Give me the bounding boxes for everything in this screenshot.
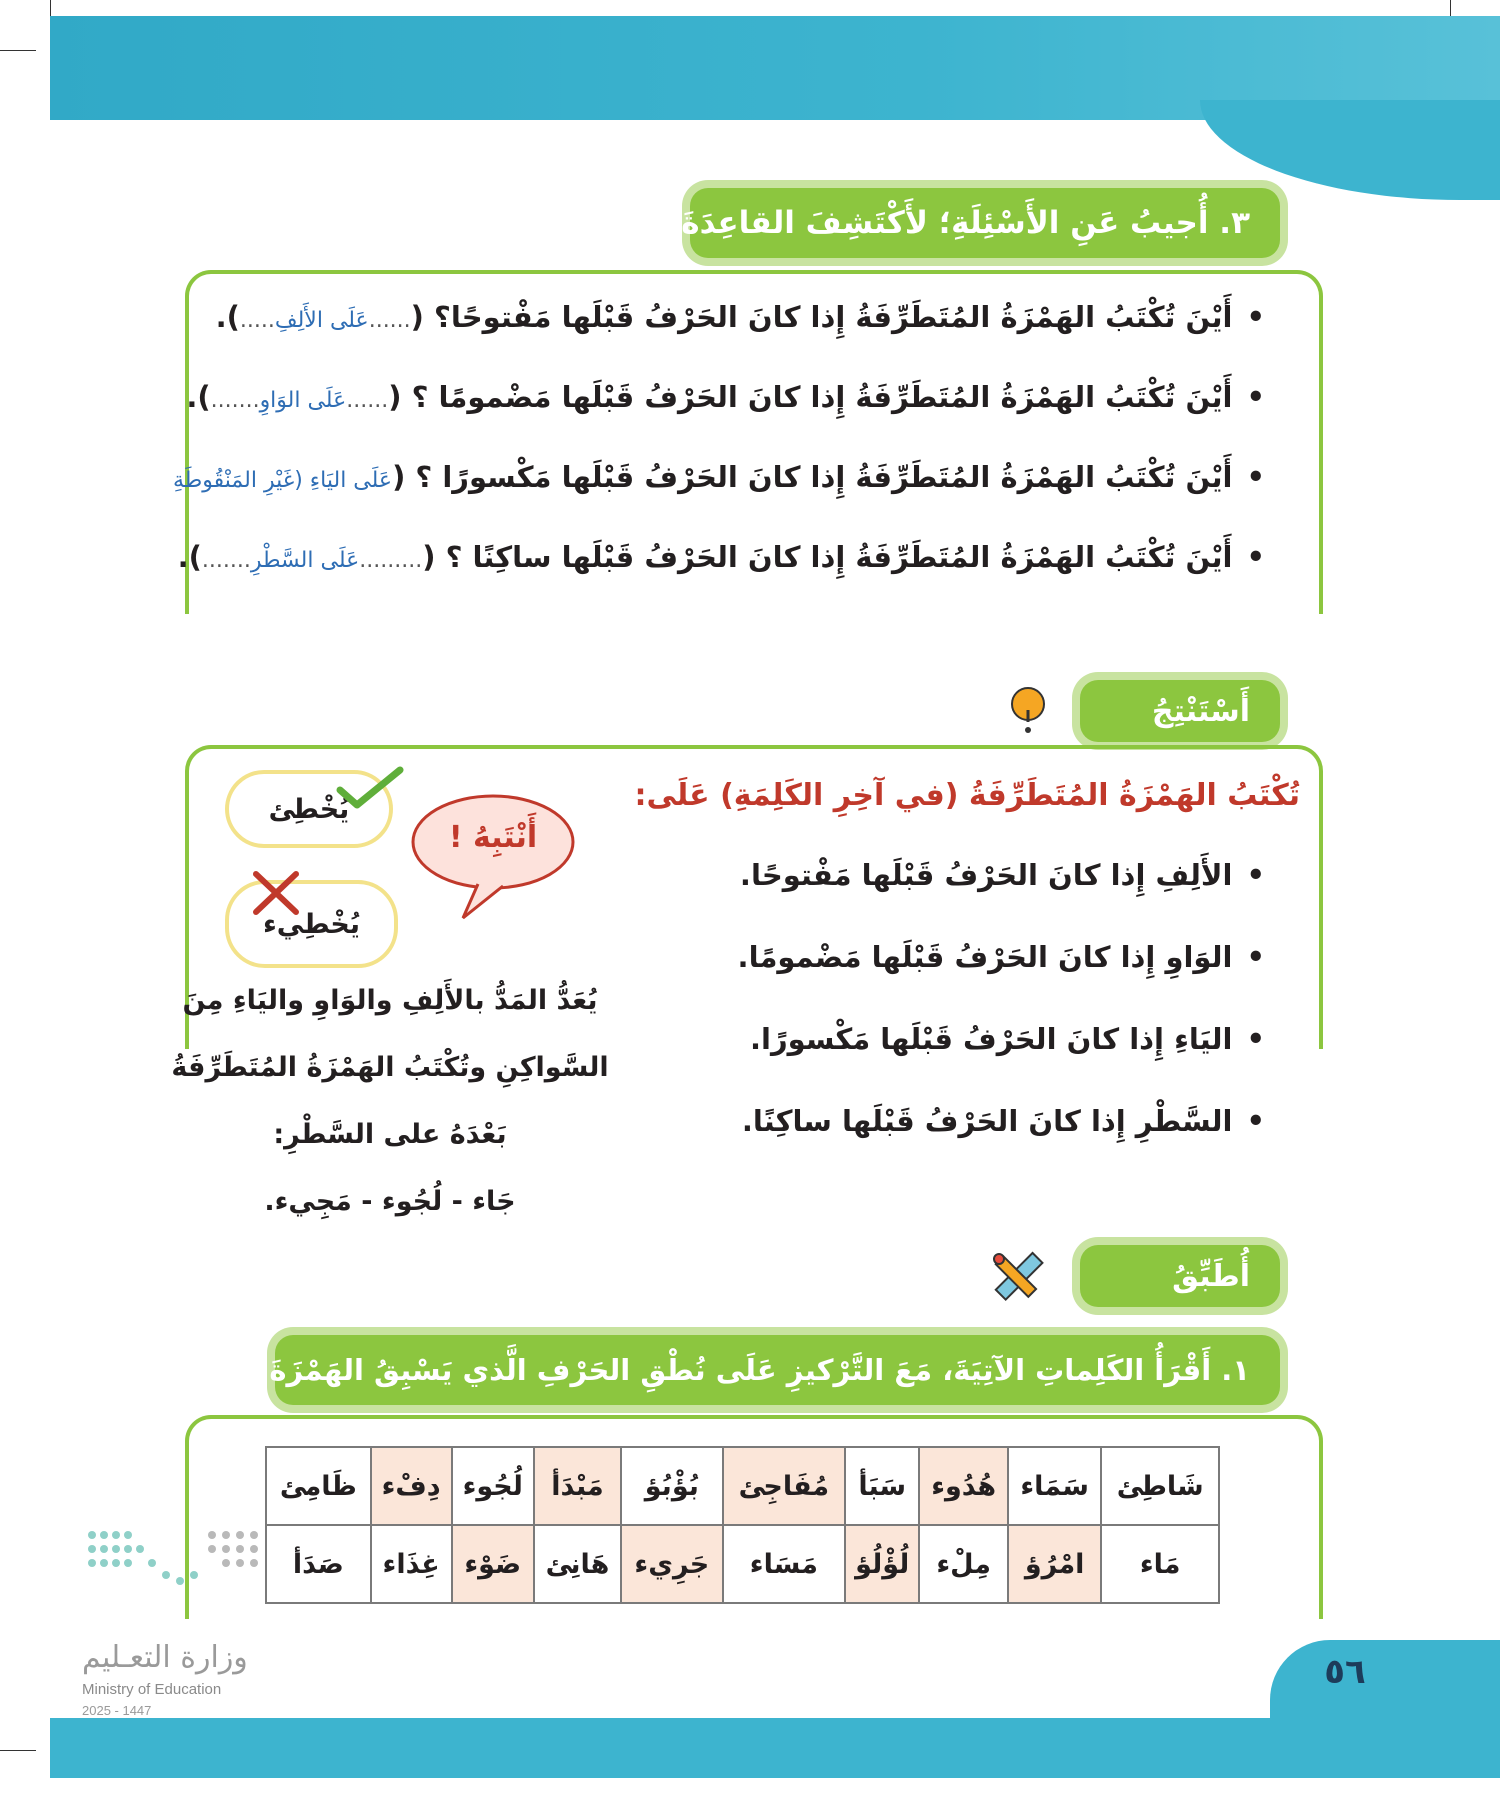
ministry-year: 2025 - 1447 — [82, 1703, 152, 1718]
table-row — [266, 1447, 1219, 1525]
question-1: •أَيْنَ تُكْتَبُ الهَمْزَةُ المُتَطَرِّفَةُ إِذا كانَ الحَرْفُ قَبْلَها مَفْتوحًا؟ (......عَلَى الأَلِفِ.....). — [215, 300, 1265, 334]
exercise-header — [257, 1335, 1280, 1405]
rule-title: تُكْتَبُ الهَمْزَةُ المُتَطَرِّفَةُ (في آخِرِ الكَلِمَةِ) عَلَى: — [634, 778, 1300, 813]
table-cell: دِفْء — [371, 1447, 452, 1525]
page-number: ٥٦ — [1324, 1652, 1366, 1692]
ministry-name-ar: وزارة التعـليم — [82, 1640, 248, 1675]
note-line-4: جَاء - لُجُوء - مَجِيء. — [264, 1186, 516, 1217]
crop-mark — [0, 50, 36, 51]
ministry-logo-dots — [82, 1525, 272, 1625]
section3-header — [668, 188, 1280, 258]
cross-icon — [248, 868, 303, 918]
table-cell: جَرِيء — [621, 1525, 723, 1603]
question-3: •أَيْنَ تُكْتَبُ الهَمْزَةُ المُتَطَرِّفَةُ إِذا كانَ الحَرْفُ قَبْلَها مَكْسورًا ؟ (عَلَى اليَاءِ (غَيْرِ المَنْقُوطَةِ — [172, 460, 1265, 494]
rule-2: •الوَاوِ إِذا كانَ الحَرْفُ قَبْلَها مَضْمومًا. — [737, 940, 1265, 974]
question-4: •أَيْنَ تُكْتَبُ الهَمْزَةُ المُتَطَرِّفَةُ إِذا كانَ الحَرْفُ قَبْلَها ساكِنًا ؟ (.........عَلَى السَّطْرِ.......). — [177, 540, 1265, 574]
note-line-1: يُعَدُّ المَدُّ بالأَلِفِ والوَاوِ واليَاءِ مِنَ — [182, 985, 598, 1016]
table-cell: سَمَاء — [1008, 1447, 1101, 1525]
question-2: •أَيْنَ تُكْتَبُ الهَمْزَةُ المُتَطَرِّفَةُ إِذا كانَ الحَرْفُ قَبْلَها مَضْمومًا ؟ (......عَلَى الوَاوِ.......). — [186, 380, 1265, 414]
table-cell: غِذَاء — [371, 1525, 452, 1603]
rule-1: •الأَلِفِ إِذا كانَ الحَرْفُ قَبْلَها مَفْتوحًا. — [739, 858, 1265, 892]
words-table — [265, 1446, 1220, 1604]
table-cell: لُجُوء — [452, 1447, 534, 1525]
table-cell: هَانِئ — [534, 1525, 621, 1603]
table-cell: لُؤْلُؤ — [845, 1525, 919, 1603]
attention-bubble — [408, 790, 578, 920]
lightbulb-question-icon — [1000, 682, 1060, 742]
table-cell: مَسَاء — [723, 1525, 845, 1603]
answer-4: عَلَى السَّطْرِ — [250, 548, 360, 573]
table-cell: ضَوْء — [452, 1525, 534, 1603]
page-number-tab — [1270, 1640, 1500, 1718]
correct-word: يُخْطِئ — [268, 793, 350, 825]
table-cell: مِلْء — [919, 1525, 1008, 1603]
wrong-word: يُخْطِيء — [262, 908, 361, 940]
apply-header-text: أُطَبِّقُ — [1172, 1258, 1250, 1294]
checkmark-icon — [335, 765, 405, 810]
exercise-header-text: ١. أَقْرَأُ الكَلِماتِ الآتِيَةَ، مَعَ التَّرْكيزِ عَلَى نُطْقِ الحَرْفِ الَّذي يَسْبِقُ الهَمْزَةَ: — [257, 1353, 1250, 1387]
table-cell: مَبْدَأ — [534, 1447, 621, 1525]
answer-3: عَلَى اليَاءِ (غَيْرِ المَنْقُوطَةِ — [172, 468, 393, 493]
footer-band — [50, 1718, 1500, 1778]
attention-label: أَنْتَبِهُ ! — [448, 820, 538, 855]
crop-mark — [0, 1750, 36, 1751]
table-cell: ظَامِئ — [266, 1447, 371, 1525]
table-cell: مُفَاجِئ — [723, 1447, 845, 1525]
table-cell: بُؤْبُؤ — [621, 1447, 723, 1525]
table-row — [266, 1525, 1219, 1603]
table-cell: سَبَأ — [845, 1447, 919, 1525]
table-cell: هُدُوء — [919, 1447, 1008, 1525]
table-cell: شَاطِئ — [1101, 1447, 1219, 1525]
conclude-header — [1080, 680, 1280, 742]
pencil-ruler-icon — [985, 1245, 1050, 1310]
answer-2: عَلَى الوَاوِ — [259, 388, 347, 413]
section3-header-text: ٣. أُجيبُ عَنِ الأَسْئِلَةِ؛ لأَكْتَشِفَ القاعِدَةَ: — [668, 205, 1250, 241]
table-cell: صَدَأ — [266, 1525, 371, 1603]
rule-3: •اليَاءِ إِذا كانَ الحَرْفُ قَبْلَها مَكْسورًا. — [750, 1022, 1265, 1056]
note-line-3: بَعْدَهُ على السَّطْرِ: — [273, 1119, 507, 1150]
note-line-2: السَّواكِنِ وتُكْتَبُ الهَمْزَةُ المُتَطَرِّفَةُ — [171, 1052, 609, 1083]
table-cell: امْرُؤ — [1008, 1525, 1101, 1603]
table-cell: مَاء — [1101, 1525, 1219, 1603]
apply-header — [1080, 1245, 1280, 1307]
rule-4: •السَّطْرِ إِذا كانَ الحَرْفُ قَبْلَها ساكِنًا. — [741, 1104, 1265, 1138]
ministry-name-en: Ministry of Education — [82, 1681, 222, 1698]
answer-1: عَلَى الأَلِفِ — [274, 308, 369, 333]
top-band-curve — [1200, 100, 1500, 200]
conclude-header-text: أَسْتَنْتِجُ — [1151, 693, 1250, 729]
